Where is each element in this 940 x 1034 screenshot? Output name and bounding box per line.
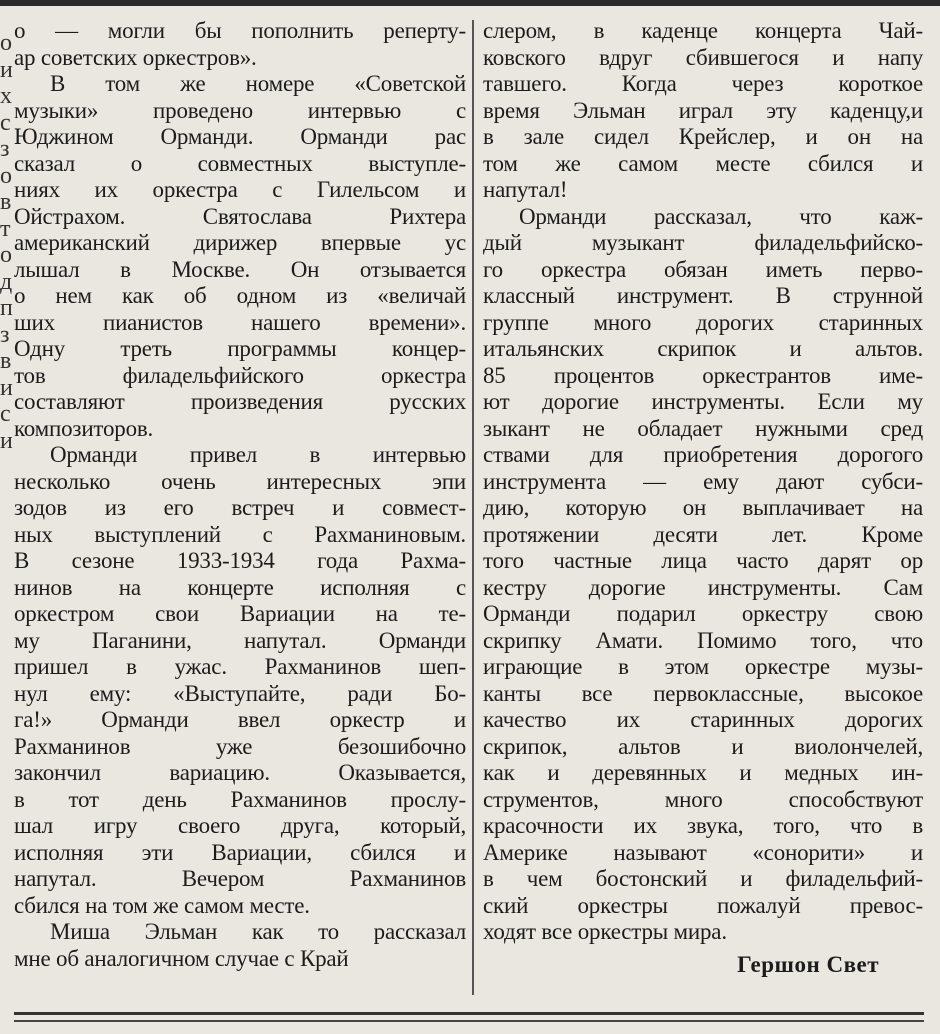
text-line: зодов из его встреч и совмест- [14,495,466,520]
text-line: составляют произведения русских [14,389,466,414]
gutter-fragment: т [0,215,11,242]
text-line: несколько очень интересных эпи [14,468,466,494]
gutter-fragment: х [0,83,12,109]
text-line: канты все первоклассные, высокое [483,680,923,706]
text-line: тавшего. Когда через короткое [483,71,923,96]
right-column [483,18,923,978]
text-line: му Паганини, напутал. Орманди [14,627,466,653]
text-line: закончил вариацию. Оказывается, [14,760,466,785]
text-line: напутал! [483,177,568,202]
text-line: протяжении десяти лет. Кроме [483,521,923,547]
text-line: Америке называют «сонорити» и [483,839,923,865]
gutter-fragment: о [0,30,12,56]
text-line: дый музыкант филадельфийско- [483,230,923,255]
text-line: композиторов. [14,415,154,441]
text-line: слером, в каденце концерта Чай- [483,18,923,43]
text-line: Орманди подарил оркестру свою [483,601,923,626]
gutter-fragment: и [0,427,13,454]
text-line: скрипку Амати. Помимо того, что [483,627,923,653]
text-line: инструмента — ему дают субси- [483,468,923,494]
column-divider [472,20,474,995]
gutter-fragment: з [0,321,10,348]
gutter-fragments [0,30,13,510]
text-line: группе много дорогих старинных [483,309,923,335]
text-line: тов филадельфийского оркестра [14,362,466,388]
text-line: ных выступлений с Рахманиновым. [14,521,466,547]
gutter-fragment: в [0,348,12,374]
text-line: Миша Эльман как то рассказал [50,919,466,944]
text-line: время Эльман играл эту каденцу,и [483,97,923,123]
text-line: музыки» проведено интервью с [14,97,466,123]
gutter-fragment: в [0,189,12,215]
text-line: качество их старинных дорогих [483,707,923,732]
text-line: играющие в этом оркестре музы- [483,654,923,679]
gutter-fragment: з [0,136,10,162]
text-line: В сезоне 1933-1934 года Рахма- [14,548,466,573]
text-line: Орманди рассказал, что каж- [519,203,923,229]
gutter-fragment: с [0,401,11,427]
text-line: В том же номере «Советской [50,71,466,96]
text-line: зыкант не обладает нужными сред [483,415,923,441]
text-line: исполняя эти Вариации, сбился и [14,839,466,865]
text-line: Орманди привел в интервью [50,442,466,467]
text-line: в зале сидел Крейслер, и он на [483,124,923,149]
text-line: ходят все оркестры мира. [483,919,727,944]
gutter-fragment: д [0,268,13,295]
text-line: Рахманинов уже безошибочно [14,733,466,759]
text-line: дию, которую он выплачивает на [483,495,923,520]
text-line: га!» Орманди ввел оркестр и [14,707,466,732]
text-line: нул ему: «Выступайте, ради Бо- [14,680,466,706]
text-line: в тот день Рахманинов прослу- [14,786,466,812]
text-line: того частные лица часто дарят ор [483,548,923,573]
text-line: ших пианистов нашего времени». [14,309,466,335]
text-line: о нем как об одном из «величай [14,283,466,308]
author-signature: Гершон Свет [737,951,879,977]
text-line: американский дирижер впервые ус [14,230,466,255]
text-line: сказал о совместных выступле- [14,150,466,176]
text-line: напутал. Вечером Рахманинов [14,866,466,891]
text-line: Одну треть программы концер- [14,336,466,361]
gutter-fragment: о [0,162,12,189]
bottom-rule [14,1012,924,1015]
text-line: нинов на концерте исполняя с [14,574,466,600]
text-line: струментов, много способствуют [483,786,923,812]
text-line: о — могли бы пополнить реперту- [14,18,466,43]
text-line: пришел в ужас. Рахманинов шеп- [14,654,466,679]
text-line: Юджином Орманди. Орманди рас [14,124,466,149]
text-line: оркестром свои Вариации на те- [14,601,466,626]
text-line: ковского вдруг сбившегося и напу [483,44,923,70]
text-line: 85 процентов оркестрантов име- [483,362,923,388]
text-line: том же самом месте сбился и [483,150,923,176]
text-line: скрипок, альтов и виолончелей, [483,733,923,759]
text-line: ар советских оркестров». [14,44,257,70]
text-line: ют дорогие инструменты. Если му [483,389,923,414]
gutter-fragment: о [0,242,12,268]
text-line: шал игру своего друга, который, [14,813,466,838]
text-line: мне об аналогичном случае с Край [14,945,349,971]
text-line: итальянских скрипок и альтов. [483,336,923,361]
text-line: лышал в Москве. Он отзывается [14,256,466,282]
text-line: сбился на том же самом месте. [14,892,310,918]
text-line: го оркестра обязан иметь перво- [483,256,923,282]
text-line: красочности их звука, того, что в [483,813,923,838]
left-column [14,18,466,972]
text-line: Ойстрахом. Святослава Рихтера [14,203,466,229]
bottom-rule-secondary [14,1020,924,1022]
gutter-fragment: с [0,109,11,136]
gutter-fragment: и [0,56,13,83]
text-line: классный инструмент. В струнной [483,283,923,308]
text-line: кестру дорогие инструменты. Сам [483,574,923,600]
text-line: ский оркестры пожалуй превос- [483,892,923,918]
top-rule [0,0,940,6]
text-line: в чем бостонский и филадельфий- [483,866,923,891]
text-line: как и деревянных и медных ин- [483,760,923,785]
gutter-fragment: и [0,374,13,401]
gutter-fragment: п [0,295,13,321]
text-line: ствами для приобретения дорогого [483,442,923,467]
text-line: ниях их оркестра с Гилельсом и [14,177,466,202]
